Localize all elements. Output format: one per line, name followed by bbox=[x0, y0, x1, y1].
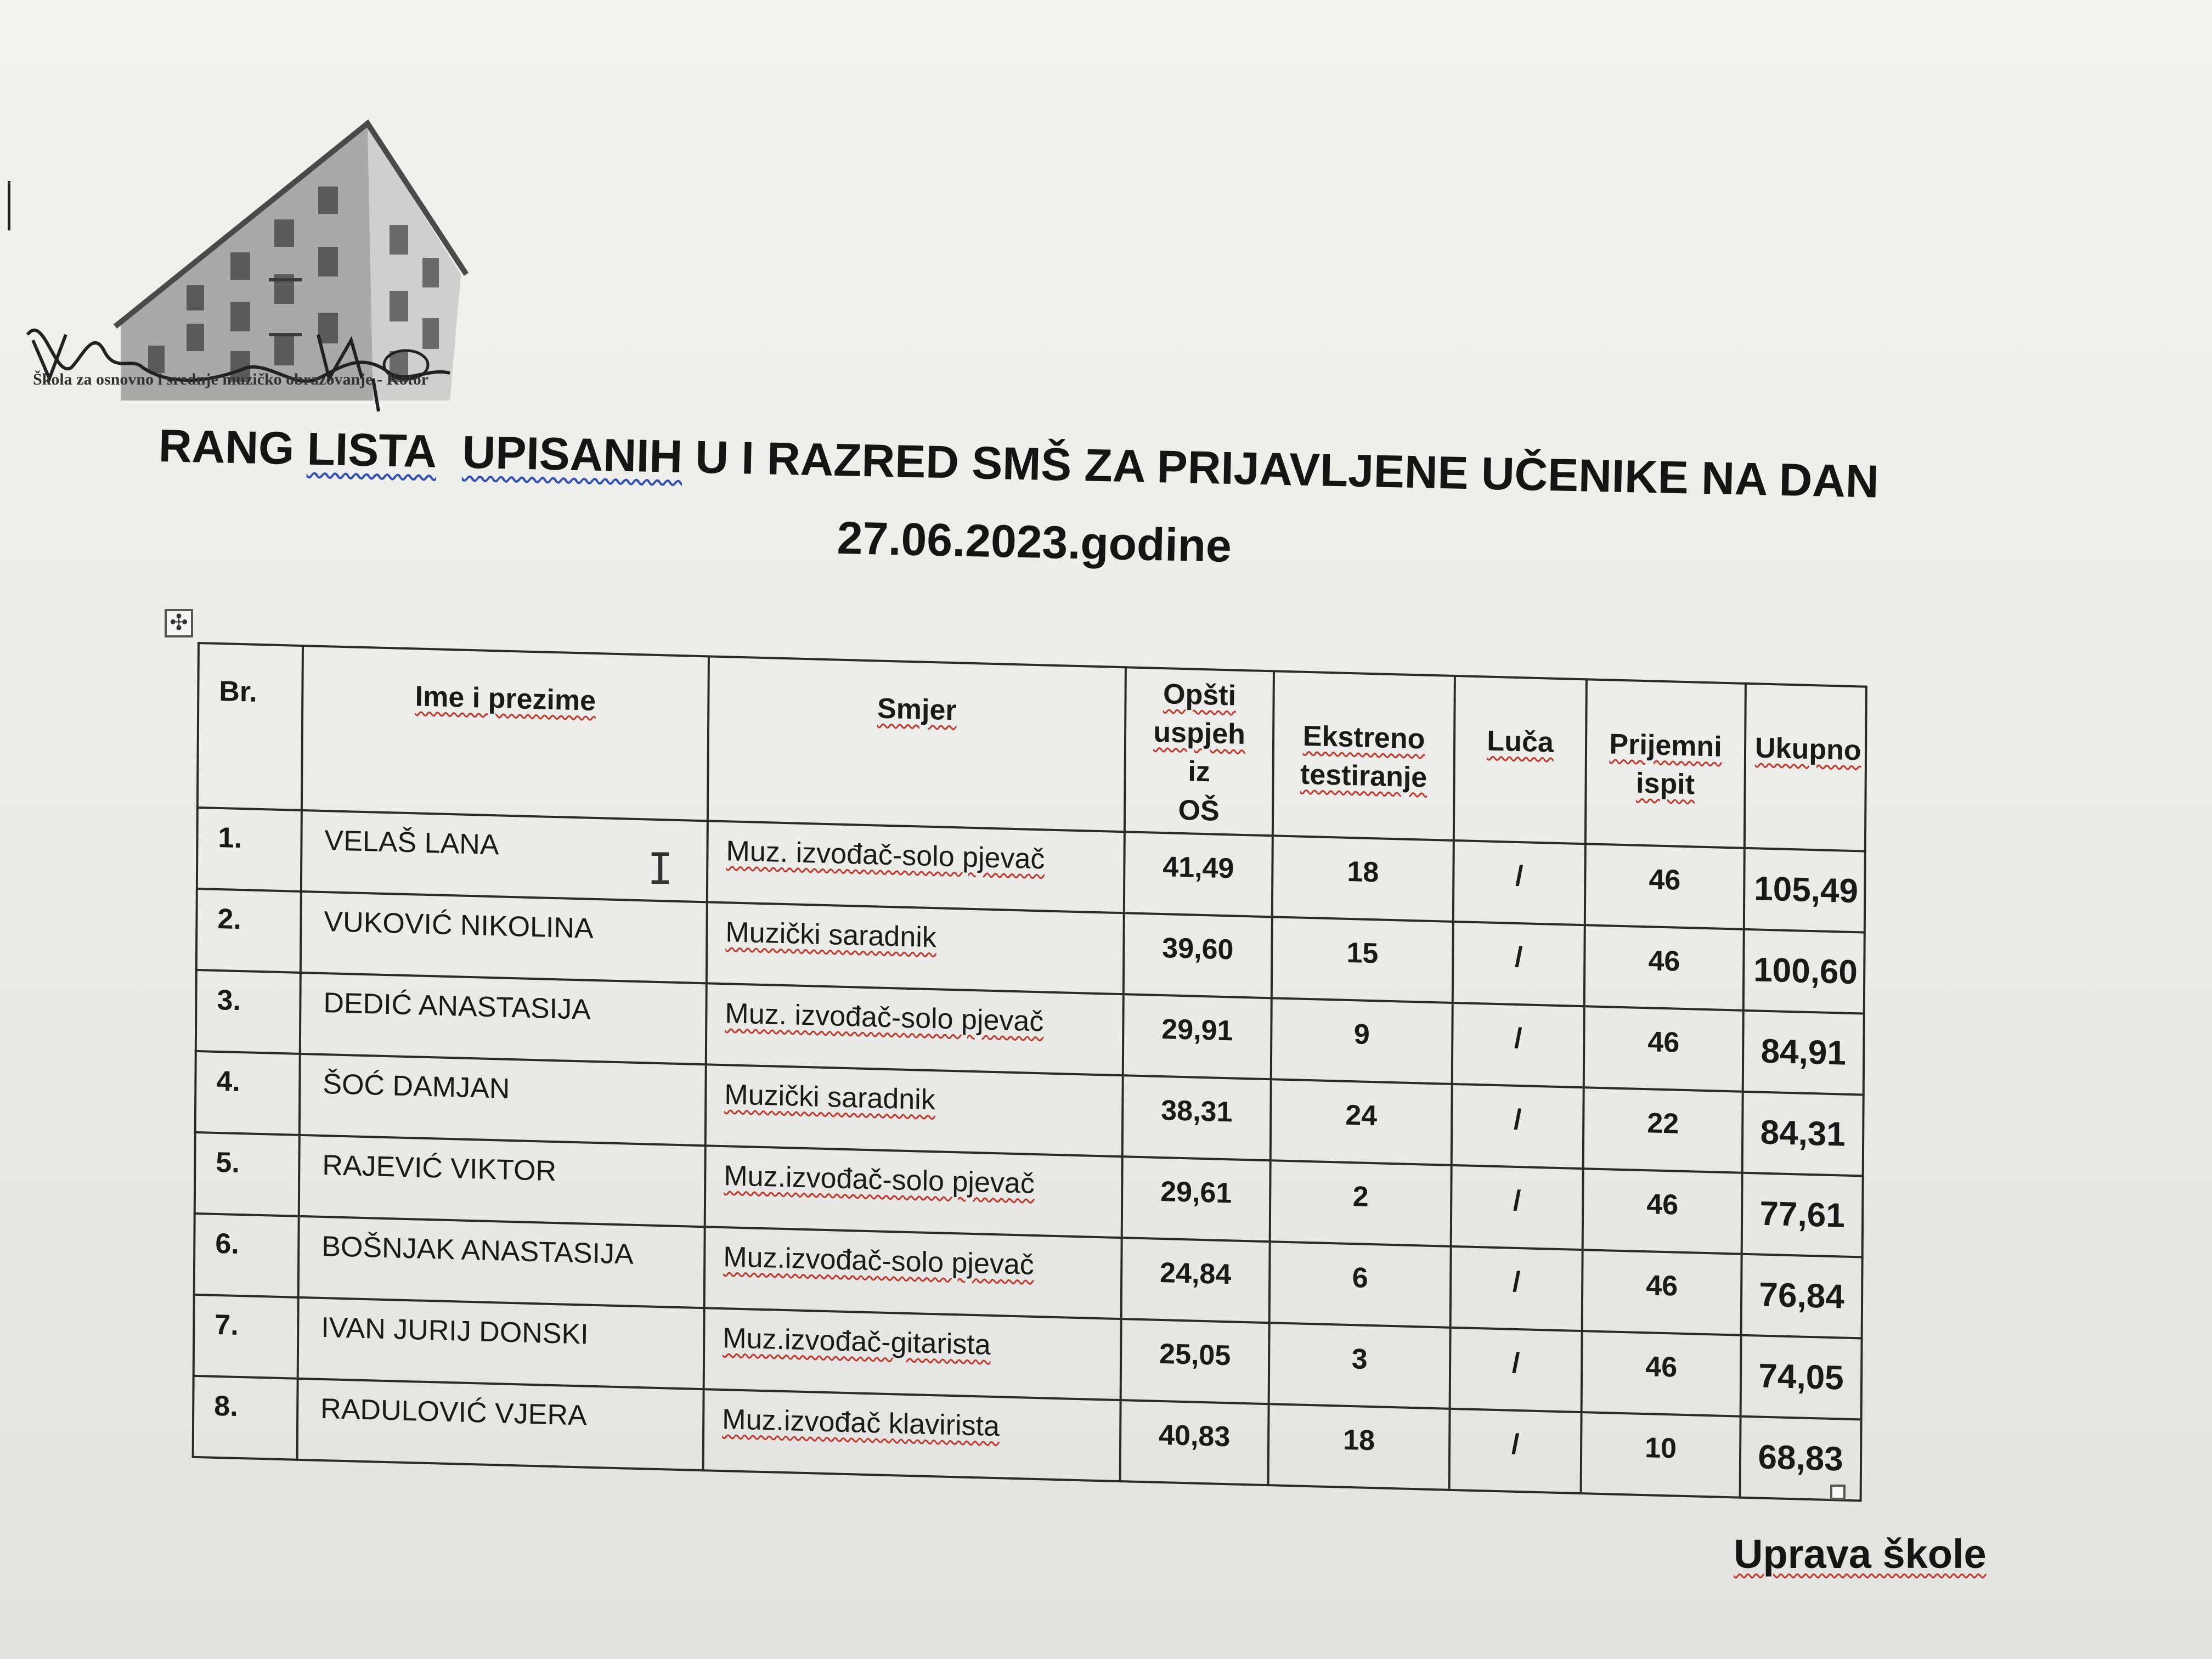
header-name-text: Ime i prezime bbox=[415, 680, 596, 718]
cell-name: ŠOĆ DAMJAN bbox=[300, 1054, 706, 1146]
cell-ukupno: 105,49 bbox=[1744, 848, 1865, 933]
cell-ekstreno: 6 bbox=[1269, 1242, 1451, 1328]
cell-ukupno: 76,84 bbox=[1741, 1254, 1863, 1339]
cell-name: IVAN JURIJ DONSKI bbox=[298, 1297, 704, 1389]
cell-no: 8. bbox=[193, 1376, 298, 1460]
cell-ekstreno: 3 bbox=[1269, 1323, 1451, 1409]
cell-opsti: 29,61 bbox=[1122, 1156, 1271, 1242]
cell-ukupno: 84,91 bbox=[1743, 1011, 1864, 1095]
header-luca-text: Luča bbox=[1487, 725, 1554, 759]
cell-prijemni: 46 bbox=[1583, 1169, 1742, 1254]
cell-no: 5. bbox=[195, 1132, 300, 1216]
cell-smjer bbox=[704, 1308, 1121, 1400]
cell-ekstreno: 18 bbox=[1268, 1404, 1450, 1490]
cell-luca: / bbox=[1451, 1246, 1583, 1331]
cell-ekstreno: 2 bbox=[1270, 1160, 1452, 1246]
cell-smjer bbox=[706, 983, 1124, 1075]
header-ukupno-text: Ukupno bbox=[1754, 732, 1861, 767]
header-opsti-l2: uspjeh bbox=[1153, 716, 1246, 751]
header-ekstreno-l1: Ekstreno bbox=[1302, 720, 1425, 755]
cell-ukupno: 77,61 bbox=[1742, 1173, 1863, 1257]
cell-smjer-text: Muz.izvođač-gitarista bbox=[723, 1322, 991, 1361]
cell-ukupno: 74,05 bbox=[1741, 1335, 1862, 1420]
cell-luca: / bbox=[1453, 840, 1585, 925]
table-resize-handle-icon[interactable] bbox=[1830, 1485, 1846, 1500]
header-ukupno bbox=[1745, 684, 1866, 851]
header-opsti-l4: OŠ bbox=[1178, 794, 1220, 827]
header-prijemni-l1: Prijemni bbox=[1609, 728, 1722, 763]
cell-name: VUKOVIĆ NIKOLINA bbox=[301, 891, 707, 983]
cell-smjer-text: Muzički saradnik bbox=[724, 1079, 935, 1116]
title-word-lista: LISTA bbox=[306, 422, 438, 477]
title-rest: U I RAZRED SMŠ ZA PRIJAVLJENE UČENIKE NA DAN bbox=[682, 431, 1880, 507]
ranking-table-container bbox=[192, 642, 1876, 1502]
cell-no: 7. bbox=[194, 1295, 298, 1379]
cell-luca: / bbox=[1452, 1003, 1584, 1087]
cell-no: 2. bbox=[196, 889, 301, 973]
cell-ekstreno: 18 bbox=[1272, 836, 1454, 922]
cell-name: RAJEVIĆ VIKTOR bbox=[299, 1135, 706, 1227]
header-ekstreno-l2: testiranje bbox=[1300, 758, 1427, 794]
cell-prijemni: 46 bbox=[1585, 844, 1745, 929]
header-luca bbox=[1454, 676, 1587, 844]
title-line-1 bbox=[158, 422, 1969, 506]
ranking-table bbox=[192, 642, 1867, 1502]
cell-luca: / bbox=[1451, 1165, 1583, 1250]
cell-smjer bbox=[706, 1064, 1123, 1156]
header-prijemni bbox=[1585, 679, 1746, 848]
cell-name: RADULOVIĆ VJERA bbox=[297, 1379, 704, 1470]
footer-signature bbox=[1734, 1531, 1987, 1577]
title-line-2-date: 27.06.2023.godine bbox=[836, 511, 1232, 572]
title-word-upisanih: UPISANIH bbox=[461, 426, 684, 482]
cell-prijemni: 46 bbox=[1584, 1006, 1743, 1092]
header-prijemni-l2: ispit bbox=[1635, 767, 1695, 801]
header-opsti-uspjeh bbox=[1125, 667, 1274, 836]
footer-signature-text: Uprava škole bbox=[1734, 1531, 1987, 1577]
table-move-handle-icon[interactable]: ✣ bbox=[165, 609, 193, 637]
cell-opsti: 40,83 bbox=[1120, 1400, 1269, 1485]
cell-prijemni: 46 bbox=[1584, 925, 1744, 1011]
page-title bbox=[156, 422, 1969, 584]
cell-name: VELAŠ LANA bbox=[301, 810, 708, 902]
cell-opsti: 41,49 bbox=[1124, 832, 1273, 917]
cell-smjer-text: Muzički saradnik bbox=[725, 916, 936, 954]
cell-smjer-text: Muz.izvođač-solo pjevač bbox=[724, 1160, 1035, 1200]
cell-ekstreno: 24 bbox=[1271, 1079, 1452, 1165]
cell-opsti: 39,60 bbox=[1124, 913, 1272, 998]
cell-ukupno: 84,31 bbox=[1742, 1092, 1864, 1176]
cell-smjer bbox=[704, 1227, 1122, 1319]
cell-smjer bbox=[703, 1389, 1121, 1481]
text-insertion-cursor bbox=[8, 181, 10, 230]
cell-ekstreno: 9 bbox=[1271, 998, 1453, 1084]
ibeam-cursor-icon: I bbox=[647, 845, 673, 894]
header-opsti-l3: iz bbox=[1188, 755, 1211, 788]
cell-smjer bbox=[707, 821, 1125, 913]
header-smjer bbox=[708, 656, 1126, 832]
school-logo bbox=[11, 93, 483, 417]
cell-smjer-text: Muz.izvođač-solo pjevač bbox=[723, 1241, 1034, 1281]
cell-smjer bbox=[707, 902, 1124, 994]
cell-ukupno: 100,60 bbox=[1743, 929, 1865, 1014]
cell-no: 6. bbox=[194, 1214, 299, 1297]
cell-no: 3. bbox=[196, 970, 301, 1054]
cell-prijemni: 10 bbox=[1581, 1412, 1741, 1498]
school-building-illustration bbox=[11, 93, 483, 417]
cell-luca: / bbox=[1452, 1084, 1584, 1169]
cell-prijemni: 22 bbox=[1583, 1087, 1743, 1173]
cell-ukupno: 68,83 bbox=[1740, 1417, 1861, 1501]
cell-opsti: 29,91 bbox=[1123, 994, 1272, 1079]
cell-no: 4. bbox=[195, 1051, 300, 1135]
cell-smjer bbox=[705, 1146, 1122, 1238]
header-name bbox=[302, 646, 709, 821]
header-no: Br. bbox=[198, 643, 303, 810]
cell-smjer-text: Muz. izvođač-solo pjevač bbox=[725, 997, 1044, 1038]
cell-no: 1. bbox=[197, 808, 302, 891]
cell-name: DEDIĆ ANASTASIJA bbox=[300, 973, 707, 1064]
cell-luca: / bbox=[1449, 1409, 1582, 1493]
header-smjer-text: Smjer bbox=[877, 692, 957, 727]
header-opsti-l1: Opšti bbox=[1163, 678, 1237, 712]
cell-smjer-text: Muz. izvođač-solo pjevač bbox=[726, 835, 1045, 876]
cell-prijemni: 46 bbox=[1582, 1250, 1742, 1335]
title-word-rang: RANG bbox=[158, 420, 308, 475]
logo-caption: Škola za osnovno i srednje muzičko obrazovanje - Kotor bbox=[33, 370, 429, 388]
cell-prijemni: 46 bbox=[1582, 1331, 1741, 1417]
cell-ekstreno: 15 bbox=[1272, 917, 1453, 1003]
cell-opsti: 38,31 bbox=[1122, 1075, 1271, 1160]
cell-name: BOŠNJAK ANASTASIJA bbox=[298, 1216, 705, 1308]
cell-opsti: 24,84 bbox=[1121, 1238, 1270, 1323]
cell-opsti: 25,05 bbox=[1121, 1319, 1269, 1404]
cell-smjer-text: Muz.izvođač klavirista bbox=[722, 1403, 1000, 1443]
cell-luca: / bbox=[1453, 922, 1585, 1006]
cell-luca: / bbox=[1450, 1328, 1582, 1412]
header-ekstreno bbox=[1273, 671, 1455, 840]
